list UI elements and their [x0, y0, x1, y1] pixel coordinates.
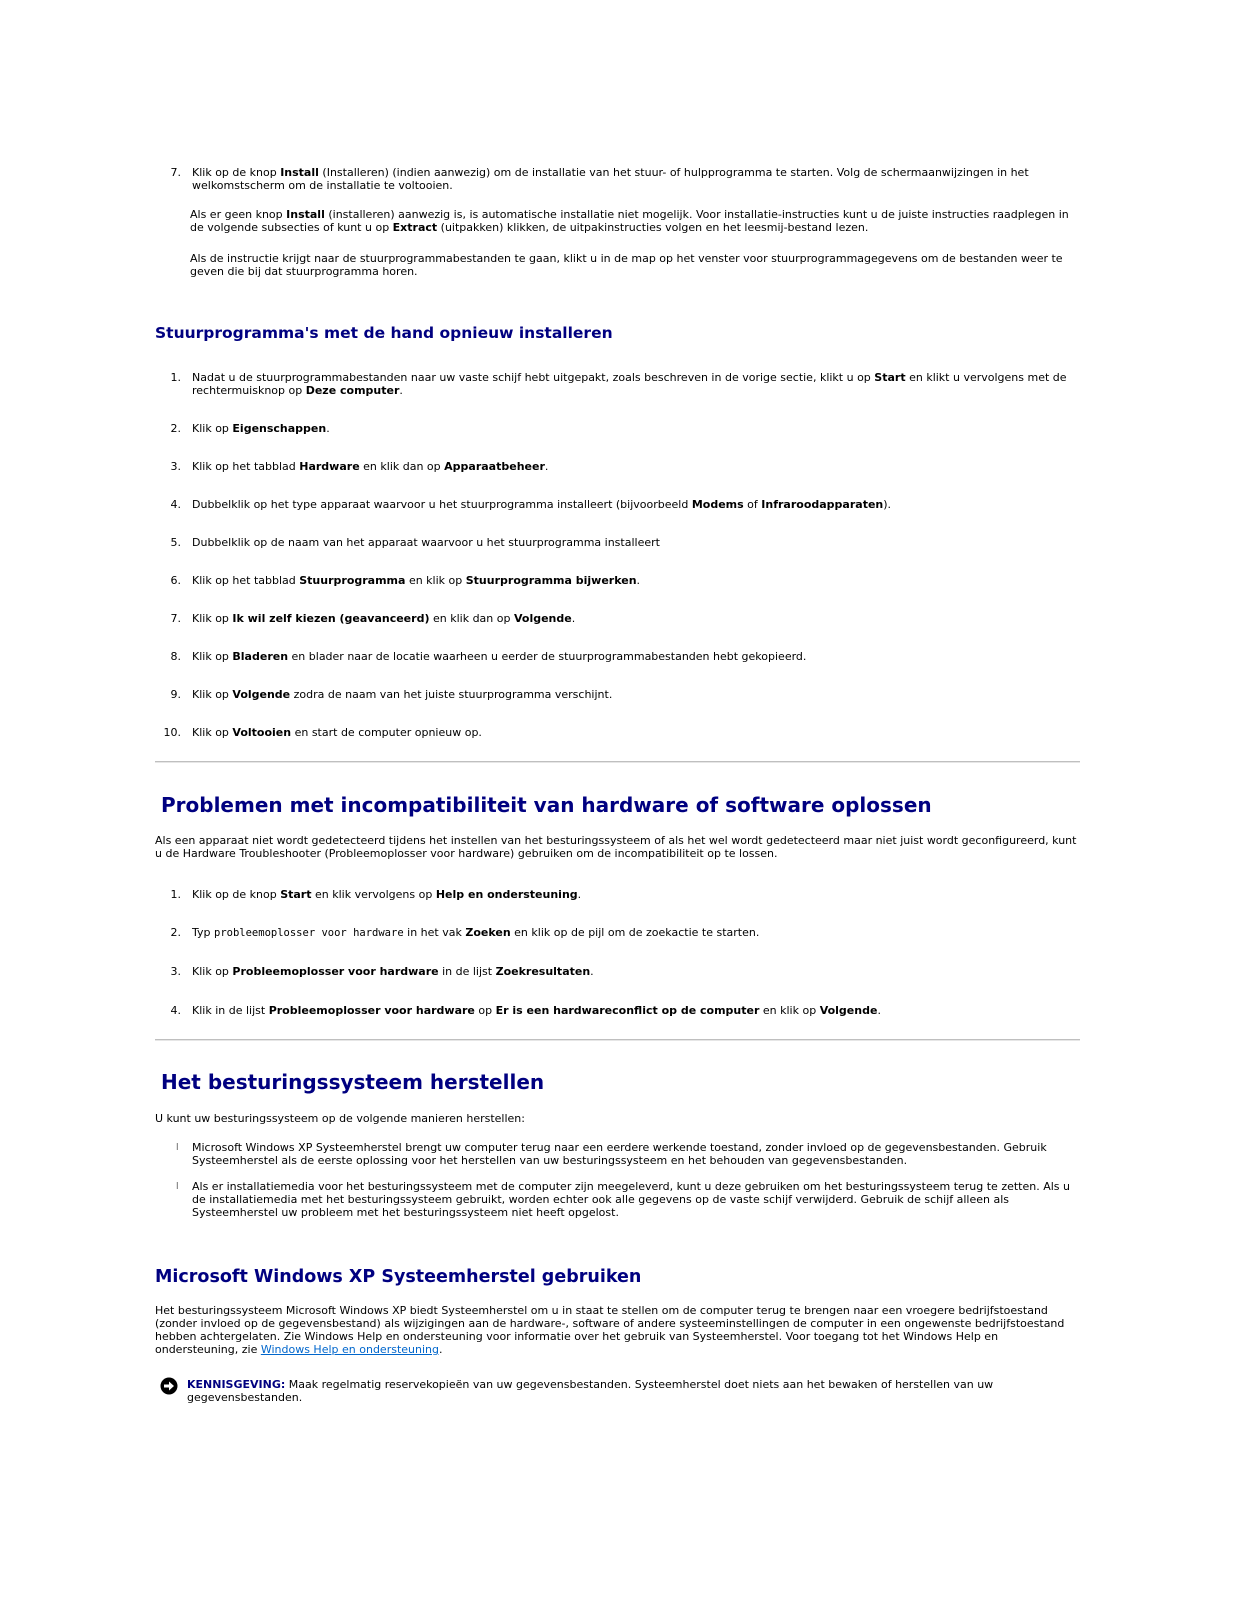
- list-number: 1.: [170, 888, 181, 901]
- list-item: 4. Dubbelklik op het type apparaat waarvoor u het stuurprogramma installeert (bijvoorbeeld Modems of Infraroodapparaten).: [155, 498, 1072, 511]
- list-item: 1. Nadat u de stuurprogrammabestanden naar uw vaste schijf hebt uitgepakt, zoals beschreven in de vorige sectie, klikt u op Start en klikt u vervolgens met de rechtermuisknop op Deze computer.: [155, 371, 1072, 397]
- section-divider: [155, 1039, 1080, 1041]
- bullet-item: l Microsoft Windows XP Systeemherstel brengt uw computer terug naar een eerdere werkende toestand, zonder invloed op de gegevensbestanden. Gebruik Systeemherstel als de eerste oplossing voor het herstellen van uw besturingssysteem en het behouden van gegevensbestanden.: [176, 1141, 1047, 1167]
- list-number: 3.: [170, 965, 181, 978]
- list-item: 7. Klik op de knop Install (Installeren) (indien aanwezig) om de installatie van het stuur- of hulpprogramma te starten. Volg de schermaanwijzingen in het welkomstscherm om de installatie te voltooien.: [155, 166, 1080, 192]
- list-number: 2.: [170, 926, 181, 939]
- list-number: 2.: [170, 422, 181, 435]
- section-divider: [155, 761, 1080, 763]
- bullet-icon: l: [176, 1143, 179, 1153]
- xp-restore-intro: Het besturingssysteem Microsoft Windows XP biedt Systeemherstel om u in staat te stellen om de computer terug te brengen naar een vroegere bedrijfstoestand (zonder invloed op de gegevensbestand) als wijzigingen aan de hardware-, software of andere systeeminstellingen de computer in een ongewenste bedrijfstoestand hebben achtergelaten. Zie Windows Help en ondersteuning voor informatie over het gebruik van Systeemherstel. Voor toegang tot het Windows Help en ondersteuning, zie Windows Help en ondersteuning.: [155, 1304, 1065, 1356]
- list-item: 3. Klik op Probleemoplosser voor hardware in de lijst Zoekresultaten.: [155, 965, 1072, 978]
- list-number: 5.: [170, 536, 181, 549]
- compatibility-intro: Als een apparaat niet wordt gedetecteerd tijdens het instellen van het besturingssysteem of als het wel wordt gedetecteerd maar niet juist wordt geconfigureerd, kunt u de Hardware Troubleshooter (Probleemoplosser voor hardware) gebruiken om de incompatibiliteit op te lossen.: [155, 834, 1077, 860]
- list-number: 9.: [170, 688, 181, 701]
- list-item: 7. Klik op Ik wil zelf kiezen (geavanceerd) en klik dan op Volgende.: [155, 612, 1072, 625]
- list-item: 2. Klik op Eigenschappen.: [155, 422, 1072, 435]
- notice-arrow-icon: [160, 1377, 178, 1395]
- list-item: 9. Klik op Volgende zodra de naam van het juiste stuurprogramma verschijnt.: [155, 688, 1072, 701]
- list-item: 5. Dubbelklik op de naam van het apparaat waarvoor u het stuurprogramma installeert: [155, 536, 1072, 549]
- list-item: 8. Klik op Bladeren en blader naar de locatie waarheen u eerder de stuurprogrammabestanden hebt gekopieerd.: [155, 650, 1072, 663]
- list-item: 4. Klik in de lijst Probleemoplosser voor hardware op Er is een hardwareconflict op de computer en klik op Volgende.: [155, 1004, 1072, 1017]
- notice-text: KENNISGEVING: Maak regelmatig reservekopieën van uw gegevensbestanden. Systeemherstel doet niets aan het bewaken of herstellen van uw gegevensbestanden.: [187, 1378, 994, 1404]
- list-number: 10.: [163, 726, 181, 739]
- section-heading-manual-reinstall: Stuurprogramma's met de hand opnieuw installeren: [155, 324, 613, 342]
- notice-label: KENNISGEVING:: [187, 1378, 286, 1391]
- list-number: 7.: [170, 166, 181, 179]
- driver-folder-note: Als de instructie krijgt naar de stuurprogrammabestanden te gaan, klikt u in de map op het venster voor stuurprogrammagegevens om de bestanden weer te geven die bij dat stuurprogramma horen.: [190, 252, 1063, 278]
- list-number: 3.: [170, 460, 181, 473]
- section-heading-xp-restore: Microsoft Windows XP Systeemherstel gebruiken: [155, 1267, 642, 1287]
- list-number: 1.: [170, 371, 181, 384]
- install-note-paragraph: Als er geen knop Install (installeren) aanwezig is, is automatische installatie niet mogelijk. Voor installatie-instructies kunt u de juiste instructies raadplegen in de volgende subsecties of kunt u op Extract (uitpakken) klikken, de uitpakinstructies volgen en het leesmij-bestand lezen.: [190, 208, 1069, 234]
- list-item: 1. Klik op de knop Start en klik vervolgens op Help en ondersteuning.: [155, 888, 1072, 901]
- list-number: 7.: [170, 612, 181, 625]
- list-number: 8.: [170, 650, 181, 663]
- list-item: 10. Klik op Voltooien en start de computer opnieuw op.: [155, 726, 1072, 739]
- list-item: 3. Klik op het tabblad Hardware en klik dan op Apparaatbeheer.: [155, 460, 1072, 473]
- windows-help-link[interactable]: Windows Help en ondersteuning: [260, 1343, 439, 1356]
- list-number: 6.: [170, 574, 181, 587]
- bullet-icon: l: [176, 1182, 179, 1192]
- list-item: 6. Klik op het tabblad Stuurprogramma en klik op Stuurprogramma bijwerken.: [155, 574, 1072, 587]
- list-item: 2. Typ probleemoplosser voor hardware in het vak Zoeken en klik op de pijl om de zoekactie te starten.: [155, 926, 1072, 940]
- section-heading-compatibility: Problemen met incompatibiliteit van hardware of software oplossen: [161, 793, 932, 817]
- list-number: 4.: [170, 498, 181, 511]
- bullet-item: l Als er installatiemedia voor het besturingssysteem met de computer zijn meegeleverd, kunt u deze gebruiken om het besturingssysteem terug te zetten. Als u de installatiemedia met het besturingssysteem gebruikt, worden echter ook alle gegevens op de vaste schijf verwijderd. Gebruik de schijf alleen als Systeemherstel uw probleem met het besturingssysteem niet heeft opgelost.: [176, 1180, 1071, 1219]
- section-heading-restore: Het besturingssysteem herstellen: [161, 1070, 545, 1094]
- list-number: 4.: [170, 1004, 181, 1017]
- install-step-list: [155, 166, 1080, 192]
- restore-intro: U kunt uw besturingssysteem op de volgende manieren herstellen:: [155, 1112, 525, 1125]
